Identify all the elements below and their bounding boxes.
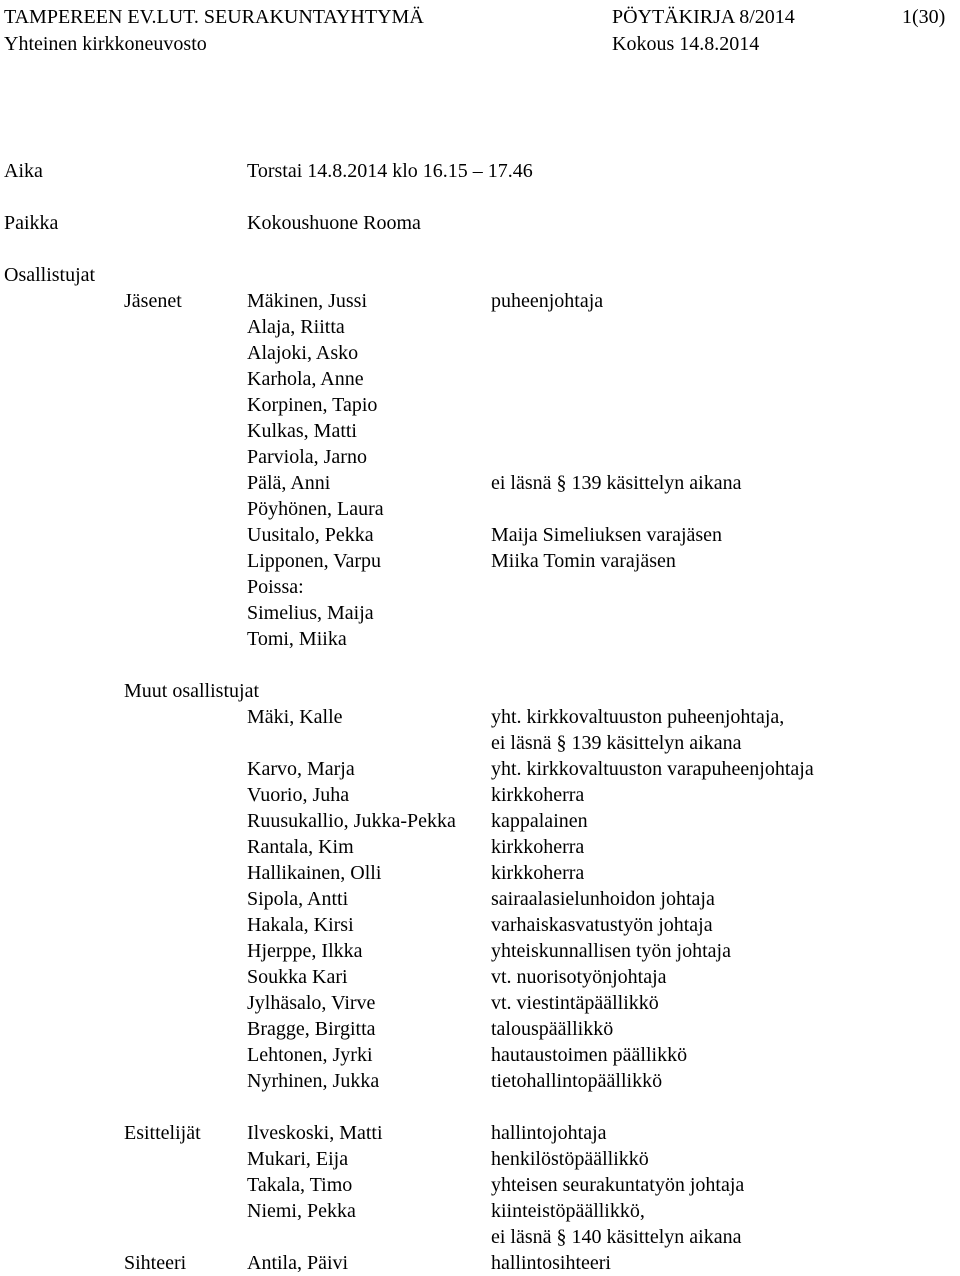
member-name: Karhola, Anne xyxy=(247,368,364,390)
participant-role: kirkkoherra xyxy=(491,862,585,884)
participant-name: Rantala, Kim xyxy=(247,836,354,858)
participant-name: Lehtonen, Jyrki xyxy=(247,1044,373,1066)
member-role xyxy=(491,314,741,340)
document-header-line2 xyxy=(4,31,954,57)
presenter-name: Takala, Timo xyxy=(247,1174,353,1196)
participant-role: vt. nuorisotyönjohtaja xyxy=(491,966,667,988)
member-role xyxy=(491,626,741,652)
member-role: puheenjohtaja xyxy=(491,290,604,312)
member-role xyxy=(491,496,741,522)
member-name: Mäkinen, Jussi xyxy=(247,290,367,312)
jasenet-label: Jäsenet xyxy=(124,290,182,312)
participant-role: yhteiskunnallisen työn johtaja xyxy=(491,940,731,962)
participant-role: kirkkoherra xyxy=(491,784,585,806)
presenter-name: Ilveskoski, Matti xyxy=(247,1122,383,1144)
meeting-date: Kokous 14.8.2014 xyxy=(612,33,760,55)
participant-role: kirkkoherra xyxy=(491,836,585,858)
document-header-line1 xyxy=(4,4,954,30)
member-name: Alajoki, Asko xyxy=(247,342,359,364)
presenter-role: hallintojohtaja xyxy=(491,1122,607,1144)
doc-title: PÖYTÄKIRJA 8/2014 xyxy=(612,6,795,28)
participant-name: Hallikainen, Olli xyxy=(247,862,382,884)
member-name: Pöyhönen, Laura xyxy=(247,498,384,520)
participant-role: sairaalasielunhoidon johtaja xyxy=(491,888,715,910)
osallistujat-row xyxy=(0,262,960,288)
aika-label: Aika xyxy=(4,160,43,182)
presenter-role: kiinteistöpäällikkö, xyxy=(491,1200,645,1222)
muut-names xyxy=(247,704,456,1094)
org-name: TAMPEREEN EV.LUT. SEURAKUNTAYHTYMÄ xyxy=(4,6,424,28)
participant-role: ei läsnä § 139 käsittelyn aikana xyxy=(491,732,742,754)
presenter-name: Niemi, Pekka xyxy=(247,1200,356,1222)
participant-name: Bragge, Birgitta xyxy=(247,1018,376,1040)
member-role xyxy=(491,600,741,626)
member-role xyxy=(491,392,741,418)
member-name: Parviola, Jarno xyxy=(247,446,367,468)
esittelijat-roles xyxy=(491,1120,744,1250)
esittelijat-label: Esittelijät xyxy=(124,1122,201,1144)
participant-name: Sipola, Antti xyxy=(247,888,349,910)
member-role xyxy=(491,366,741,392)
participant-role: hautaustoimen päällikkö xyxy=(491,1044,688,1066)
sihteeri-label: Sihteeri xyxy=(124,1252,187,1274)
aika-value: Torstai 14.8.2014 klo 16.15 – 17.46 xyxy=(247,160,533,182)
osallistujat-label: Osallistujat xyxy=(4,264,96,286)
participant-name: Soukka Kari xyxy=(247,966,348,988)
participant-role: varhaiskasvatustyön johtaja xyxy=(491,914,713,936)
paikka-label: Paikka xyxy=(4,212,59,234)
sihteeri-name: Antila, Päivi xyxy=(247,1252,349,1274)
sihteeri-row xyxy=(0,1250,960,1276)
member-name: Lipponen, Varpu xyxy=(247,550,382,572)
member-role: Maija Simeliuksen varajäsen xyxy=(491,524,723,546)
member-name: Korpinen, Tapio xyxy=(247,394,378,416)
participant-name: Hakala, Kirsi xyxy=(247,914,354,936)
participant-role: yht. kirkkovaltuuston varapuheenjohtaja xyxy=(491,758,814,780)
member-name: Alaja, Riitta xyxy=(247,316,345,338)
member-role xyxy=(491,444,741,470)
presenter-name: Mukari, Eija xyxy=(247,1148,349,1170)
sihteeri-role: hallintosihteeri xyxy=(491,1252,611,1274)
participant-name: Vuorio, Juha xyxy=(247,784,350,806)
muut-label: Muut osallistujat xyxy=(124,680,259,702)
member-role xyxy=(491,574,741,600)
member-role xyxy=(491,418,741,444)
participant-role: vt. viestintäpäällikkö xyxy=(491,992,659,1014)
paikka-row xyxy=(0,210,960,236)
member-name: Uusitalo, Pekka xyxy=(247,524,374,546)
participant-name: Karvo, Marja xyxy=(247,758,355,780)
presenter-role: yhteisen seurakuntatyön johtaja xyxy=(491,1174,745,1196)
absent-heading: Poissa: xyxy=(247,576,304,598)
participant-role: talouspäällikkö xyxy=(491,1018,614,1040)
aika-row xyxy=(0,158,960,184)
participant-role: kappalainen xyxy=(491,810,588,832)
presenter-role: ei läsnä § 140 käsittelyn aikana xyxy=(491,1226,742,1248)
jasenet-names xyxy=(247,288,384,652)
jasenet-roles xyxy=(491,288,741,652)
member-name: Kulkas, Matti xyxy=(247,420,357,442)
member-role: Miika Tomin varajäsen xyxy=(491,550,676,572)
body-name: Yhteinen kirkkoneuvosto xyxy=(4,33,207,55)
participant-name xyxy=(247,730,456,756)
participant-name: Nyrhinen, Jukka xyxy=(247,1070,380,1092)
page-number: 1(30) xyxy=(902,6,946,28)
member-name: Tomi, Miika xyxy=(247,628,347,650)
presenter-name xyxy=(247,1224,383,1250)
esittelijat-names xyxy=(247,1120,383,1250)
member-role xyxy=(491,340,741,366)
participant-name: Mäki, Kalle xyxy=(247,706,343,728)
muut-roles xyxy=(491,704,814,1094)
paikka-value: Kokoushuone Rooma xyxy=(247,212,421,234)
participant-role: yht. kirkkovaltuuston puheenjohtaja, xyxy=(491,706,785,728)
participant-name: Ruusukallio, Jukka-Pekka xyxy=(247,810,456,832)
participant-name: Hjerppe, Ilkka xyxy=(247,940,363,962)
participant-role: tietohallintopäällikkö xyxy=(491,1070,663,1092)
presenter-role: henkilöstöpäällikkö xyxy=(491,1148,649,1170)
member-name: Simelius, Maija xyxy=(247,602,374,624)
member-role: ei läsnä § 139 käsittelyn aikana xyxy=(491,472,742,494)
member-name: Pälä, Anni xyxy=(247,472,331,494)
participant-name: Jylhäsalo, Virve xyxy=(247,992,376,1014)
